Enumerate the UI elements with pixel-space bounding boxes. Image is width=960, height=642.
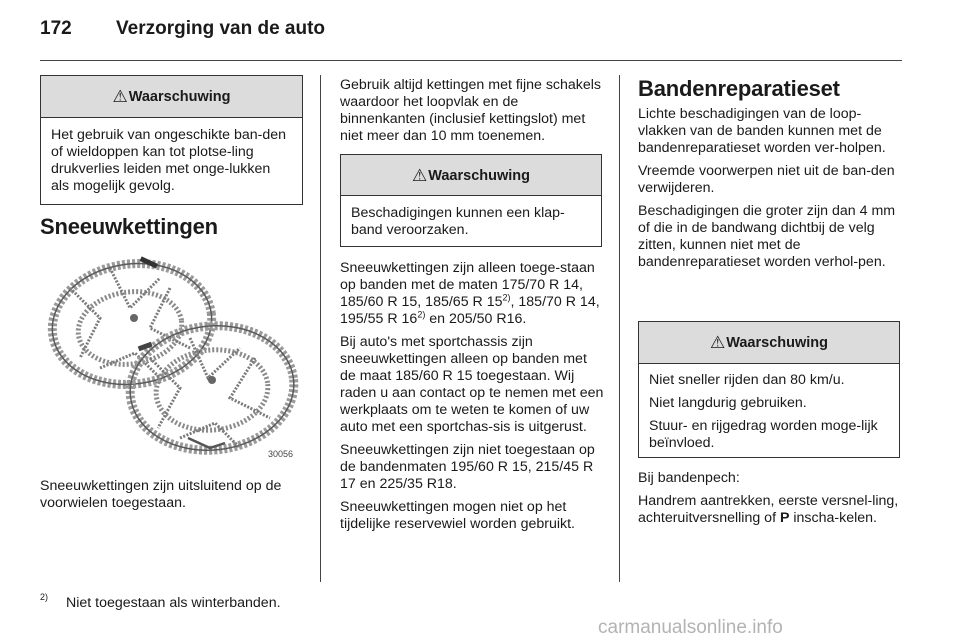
repair-kit-text <box>638 106 902 277</box>
puncture-text-a: Handrem aantrekken, eerste versnel-ling, achteruitversnelling of <box>638 493 899 526</box>
puncture-text-c: inscha-kelen. <box>789 510 877 526</box>
park-position-label: P <box>779 510 790 526</box>
chains-paragraph-5: Sneeuwkettingen mogen niet op het tijdelijke reservewiel worden gebruikt. <box>340 499 575 532</box>
tyre-sizes-text-a: Sneeuwkettingen zijn alleen toege-staan op banden met de maten 175/70 R 14, 185/60 R 15, 185/65 R 15 <box>340 260 595 310</box>
repair-paragraph-2: Vreemde voorwerpen niet uit de ban-den verwijderen. <box>638 163 895 196</box>
footnote <box>40 592 281 611</box>
warning-triangle-icon: ⚠ <box>709 333 726 352</box>
warning-header <box>639 322 899 364</box>
tyre-sizes-text-b: , 185/70 R 14, 195/55 R 16 <box>340 294 600 327</box>
warning-line-2: Niet langdurig gebruiken. <box>649 395 807 411</box>
chains-sizes-text <box>340 260 606 539</box>
warning-title: Waarschuwing <box>726 335 829 351</box>
figure-caption: Sneeuwkettingen zijn uitsluitend op de voorwielen toegestaan. <box>40 478 282 511</box>
header-rule <box>40 60 902 61</box>
footnote-ref: 2) <box>417 309 426 320</box>
repair-paragraph-5 <box>638 493 902 527</box>
section-heading-repair-kit: Bandenreparatieset <box>638 76 840 101</box>
column-divider-1 <box>320 75 321 582</box>
chains-paragraph-4: Sneeuwkettingen zijn niet toegestaan op de bandenmaten 195/60 R 15, 215/45 R 17 en 225/35 R18. <box>340 442 595 492</box>
page-title: Verzorging van de auto <box>116 18 326 39</box>
warning-box-blowout <box>340 154 602 247</box>
page-header <box>40 18 325 40</box>
snow-chains-figure <box>40 248 303 466</box>
warning-text: Het gebruik van ongeschikte ban-den of wieldoppen kan tot plotse-ling drukverlies leiden met onge-lukken als mogelijk gevolg. <box>51 127 287 194</box>
warning-box-repair-kit <box>638 321 900 458</box>
footnote-ref: 2) <box>502 292 511 303</box>
page-number: 172 <box>40 18 72 39</box>
warning-triangle-icon: ⚠ <box>112 87 128 106</box>
watermark[interactable]: carmanualsonline.info <box>598 617 783 638</box>
chains-paragraph-3: Bij auto's met sportchassis zijn sneeuwkettingen alleen op banden met de maat 185/60 R 15 toegestaan. Wij raden u aan contact op te nemen met een werkplaats om te weten te komen of uw auto met een sportchas-sis is uitgerust. <box>340 334 604 435</box>
chains-paragraph-2 <box>340 260 606 328</box>
puncture-text <box>638 470 902 533</box>
tyre-sizes-text-c: en 205/50 R16. <box>425 311 527 327</box>
warning-box-wheel-covers <box>40 75 303 205</box>
warning-text: Beschadigingen kunnen een klap-band veroorzaken. <box>351 205 565 238</box>
warning-header <box>41 76 302 118</box>
warning-line-1: Niet sneller rijden dan 80 km/u. <box>649 372 845 388</box>
footnote-text: Niet toegestaan als winterbanden. <box>66 595 281 611</box>
warning-header <box>341 155 601 196</box>
warning-title: Waarschuwing <box>128 89 231 105</box>
repair-paragraph-4: Bij bandenpech: <box>638 470 740 486</box>
footnote-mark: 2) <box>40 592 49 602</box>
section-heading-snow-chains: Sneeuwkettingen <box>40 214 218 239</box>
warning-title: Waarschuwing <box>428 168 531 184</box>
repair-paragraph-3: Beschadigingen die groter zijn dan 4 mm of die in de bandwang dichtbij de velg zitten, kunnen niet met de bandenreparatieset worden verhol-pen. <box>638 203 896 270</box>
warning-triangle-icon: ⚠ <box>411 166 428 185</box>
snow-chains-illustration <box>40 248 303 466</box>
column-divider-2 <box>619 75 620 582</box>
warning-line-3: Stuur- en rijgedrag worden moge-lijk beïnvloed. <box>649 418 878 451</box>
repair-paragraph-1: Lichte beschadigingen van de loop-vlakken van de banden kunnen met de bandenreparatieset worden ver-holpen. <box>638 106 886 156</box>
figure-code: 30056 <box>268 449 294 459</box>
chains-paragraph-1: Gebruik altijd kettingen met fijne schakels waardoor het loopvlak en de binnenkanten (inclusief kettingslot) met niet meer dan 10 mm toenemen. <box>340 77 602 144</box>
